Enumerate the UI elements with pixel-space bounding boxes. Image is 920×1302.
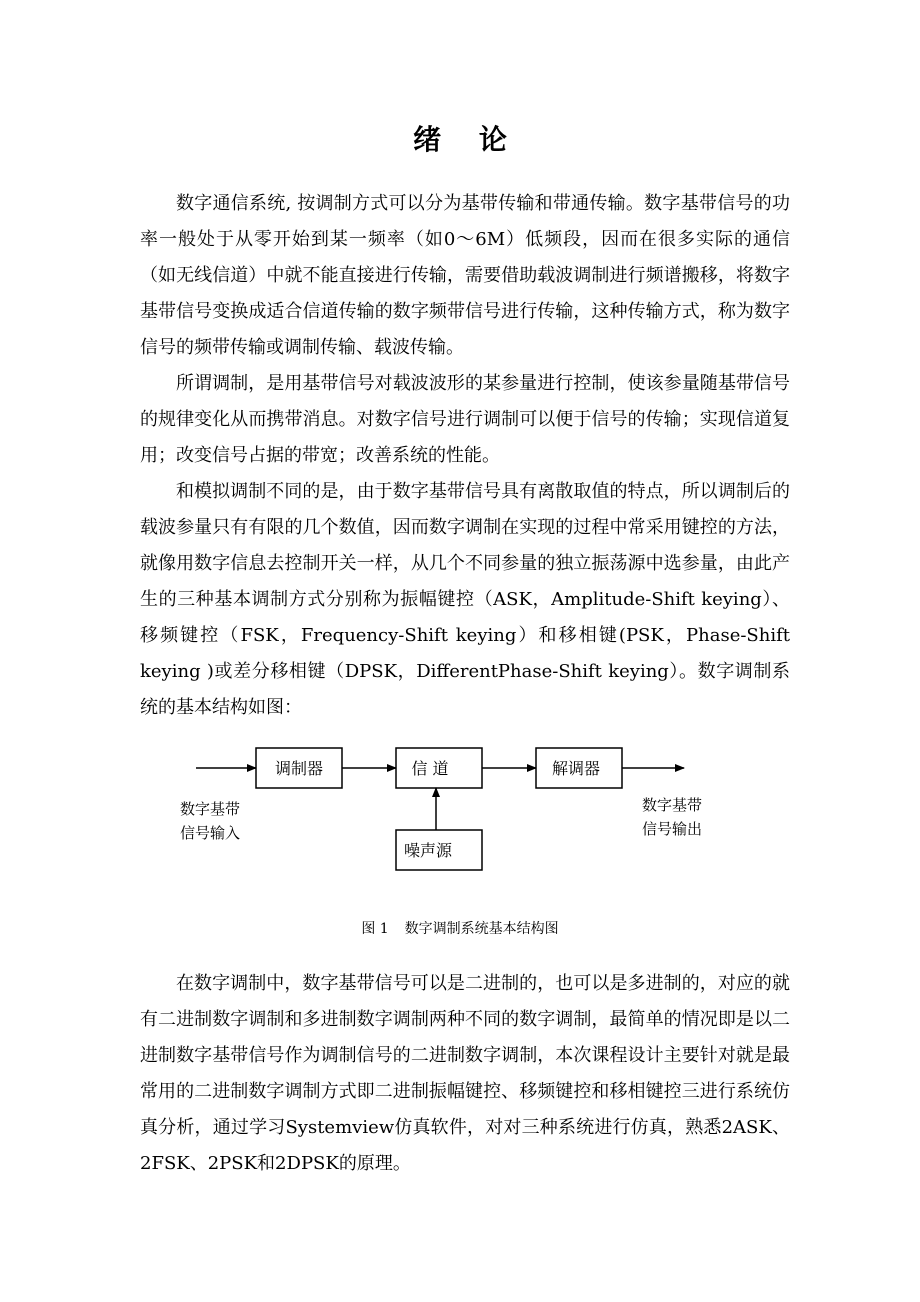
noise-source-label: 噪声源	[403, 841, 453, 860]
paragraph-keying-methods: 和模拟调制不同的是，由于数字基带信号具有离散取值的特点，所以调制后的载波参量只有有限的几个数值，因而数字调制在实现的过程中常采用键控的方法，就像用数字信息去控制开关一样，从几个不同参量的独立振荡源中选参量，由此产生的三种基本调制方式分别称为振幅键控（ASK，Amplitude-Shift keying）、移频键控（FSK，Frequency-Shift keying）和移相键(PSK，Phase-Shift keying )或差分移相键（DPSK，DifferentPhase-Shift keying）。数字调制系统的基本结构如图：	[140, 481, 790, 718]
modulator-label: 调制器	[274, 759, 324, 778]
input-label-line1: 数字基带	[180, 800, 241, 818]
document-title: 绪 论	[413, 123, 521, 156]
output-label-line2: 信号输出	[642, 820, 703, 838]
input-label-line2: 信号输入	[180, 824, 241, 842]
block-diagram	[180, 730, 720, 880]
figure-caption-text: 数字调制系统基本结构图	[404, 921, 559, 937]
paragraph-binary-modulation: 在数字调制中，数字基带信号可以是二进制的，也可以是多进制的，对应的就有二进制数字调制和多进制数字调制两种不同的数字调制，最简单的情况即是以二进制数字基带信号作为调制信号的二进制数字调制，本次课程设计主要针对就是最常用的二进制数字调制方式即二进制振幅键控、移频键控和移相键控三进行系统仿真分析，通过学习Systemview仿真软件，对对三种系统进行仿真，熟悉2ASK、2FSK、2PSK和2DPSK的原理。	[140, 973, 790, 1174]
channel-label: 信 道	[411, 759, 449, 778]
figure-number: 图 1	[361, 921, 389, 937]
paragraph-intro: 数字通信系统, 按调制方式可以分为基带传输和带通传输。数字基带信号的功率一般处于从零开始到某一频率（如0～6M）低频段，因而在很多实际的通信（如无线信道）中就不能直接进行传输，需要借助载波调制进行频谱搬移，将数字基带信号变换成适合信道传输的数字频带信号进行传输，这种传输方式，称为数字信号的频带传输或调制传输、载波传输。	[140, 193, 790, 358]
figure-caption	[0, 918, 920, 938]
paragraph-modulation-definition: 所谓调制，是用基带信号对载波波形的某参量进行控制，使该参量随基带信号的规律变化从而携带消息。对数字信号进行调制可以便于信号的传输；实现信道复用；改变信号占据的带宽；改善系统的性能。	[140, 373, 790, 466]
output-label-line1: 数字基带	[642, 796, 703, 814]
demodulator-label: 解调器	[551, 759, 601, 778]
